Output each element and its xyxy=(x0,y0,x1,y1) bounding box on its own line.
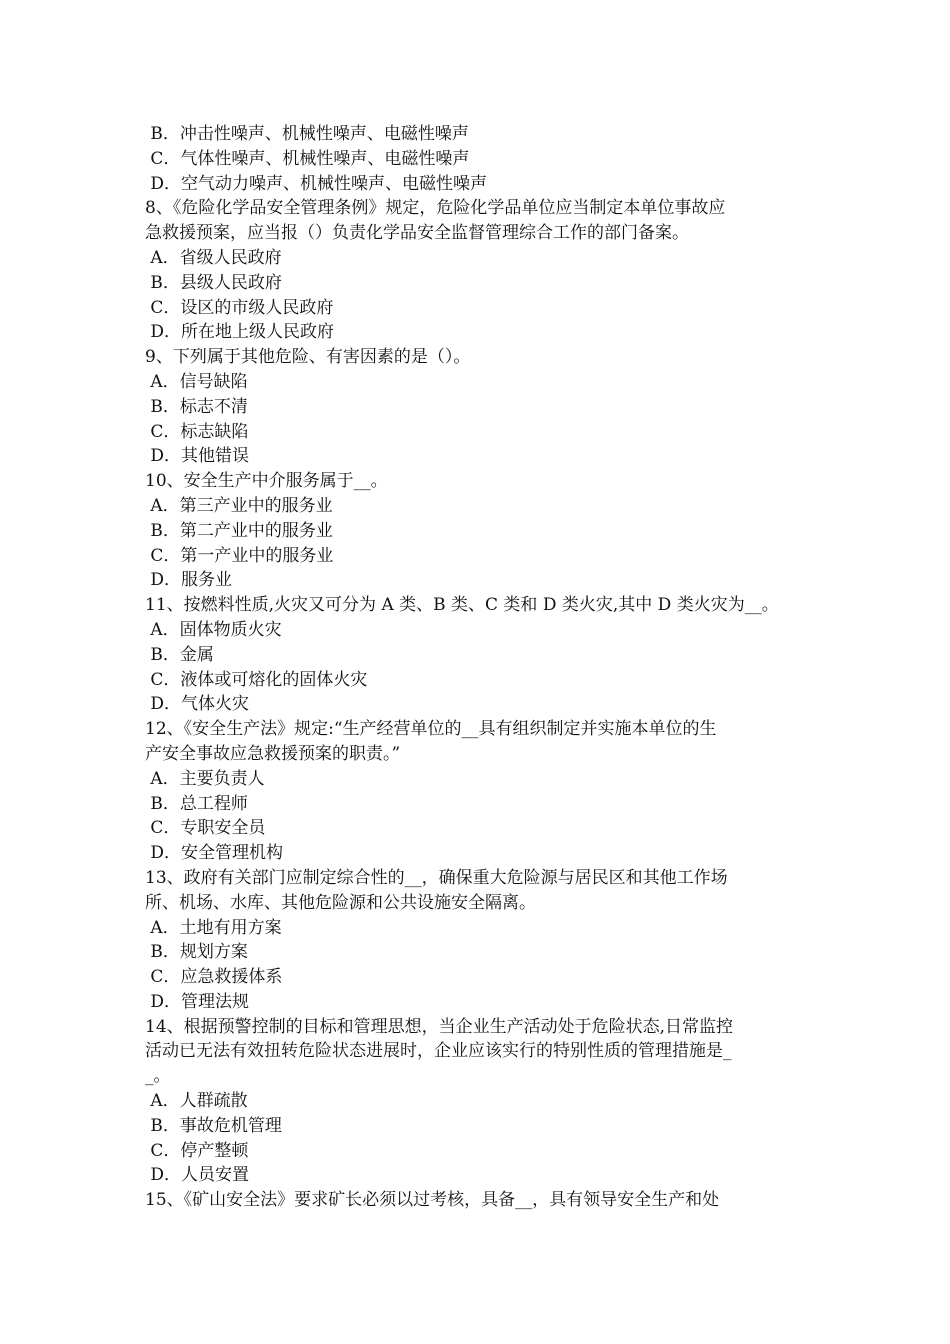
option-line: D．人员安置 xyxy=(145,1165,250,1186)
option-line: B．第二产业中的服务业 xyxy=(145,520,333,541)
question-line: 14、根据预警控制的目标和管理思想，当企业生产活动处于危险状态,日常监控 xyxy=(145,1016,734,1037)
option-line: B．金属 xyxy=(145,644,214,665)
option-line: A．信号缺陷 xyxy=(145,371,248,392)
option-line: C．应急救援体系 xyxy=(145,967,283,988)
option-line: B．标志不清 xyxy=(145,396,248,417)
option-line: A．第三产业中的服务业 xyxy=(145,495,333,516)
option-line: D．服务业 xyxy=(145,570,233,591)
option-line: C．设区的市级人民政府 xyxy=(145,297,334,318)
option-line: D．气体火灾 xyxy=(145,694,250,715)
question-line: 8、《危险化学品安全管理条例》规定，危险化学品单位应当制定本单位事故应 xyxy=(145,198,726,219)
option-line: D．所在地上级人民政府 xyxy=(145,322,335,343)
option-line: C．停产整顿 xyxy=(145,1140,249,1161)
option-line: A．人群疏散 xyxy=(145,1091,248,1112)
option-line: C．液体或可熔化的固体火灾 xyxy=(145,669,368,690)
question-line: 13、政府有关部门应制定综合性的__，确保重大危险源与居民区和其他工作场 xyxy=(145,867,728,888)
question-line: 活动已无法有效扭转危险状态进展时，企业应该实行的特别性质的管理措施是_ xyxy=(145,1041,732,1062)
text-line: D．空气动力噪声、机械性噪声、电磁性噪声 xyxy=(145,173,488,194)
text-line: B．冲击性噪声、机械性噪声、电磁性噪声 xyxy=(145,124,469,144)
option-line: D．管理法规 xyxy=(145,991,250,1012)
option-line: B．总工程师 xyxy=(145,793,248,814)
option-line: A．土地有用方案 xyxy=(145,917,282,938)
option-line: D．安全管理机构 xyxy=(145,843,284,864)
option-line: B．规划方案 xyxy=(145,942,248,963)
question-line: 12、《安全生产法》规定:“生产经营单位的__具有组织制定并实施本单位的生 xyxy=(145,719,717,740)
document-body xyxy=(145,122,835,1213)
option-line: A．主要负责人 xyxy=(145,768,265,789)
question-line: 急救援预案，应当报（）负责化学品安全监督管理综合工作的部门备案。 xyxy=(145,223,689,244)
question-line: 产安全事故应急救援预案的职责。” xyxy=(145,743,401,764)
option-line: C．标志缺陷 xyxy=(145,421,249,442)
option-line: B．事故危机管理 xyxy=(145,1115,282,1136)
option-line: C．专职安全员 xyxy=(145,818,266,839)
question-line: 9、下列属于其他危险、有害因素的是（）。 xyxy=(145,347,471,368)
option-line: D．其他错误 xyxy=(145,446,250,467)
text-line: C．气体性噪声、机械性噪声、电磁性噪声 xyxy=(145,148,470,169)
question-line: 所、机场、水库、其他危险源和公共设施安全隔离。 xyxy=(145,892,536,913)
question-line: 11、按燃料性质,火灾又可分为 A 类、B 类、C 类和 D 类火灾,其中 D 类火灾为__。 xyxy=(145,595,779,616)
question-line: 10、安全生产中介服务属于__。 xyxy=(145,471,388,492)
option-line: A．固体物质火灾 xyxy=(145,619,282,640)
option-line: C．第一产业中的服务业 xyxy=(145,545,334,566)
option-line: B．县级人民政府 xyxy=(145,272,282,293)
question-line: 15、《矿山安全法》要求矿长必须以过考核，具备__，具有领导安全生产和处 xyxy=(145,1190,720,1211)
option-line: A．省级人民政府 xyxy=(145,247,282,268)
question-line: _。 xyxy=(145,1066,171,1087)
